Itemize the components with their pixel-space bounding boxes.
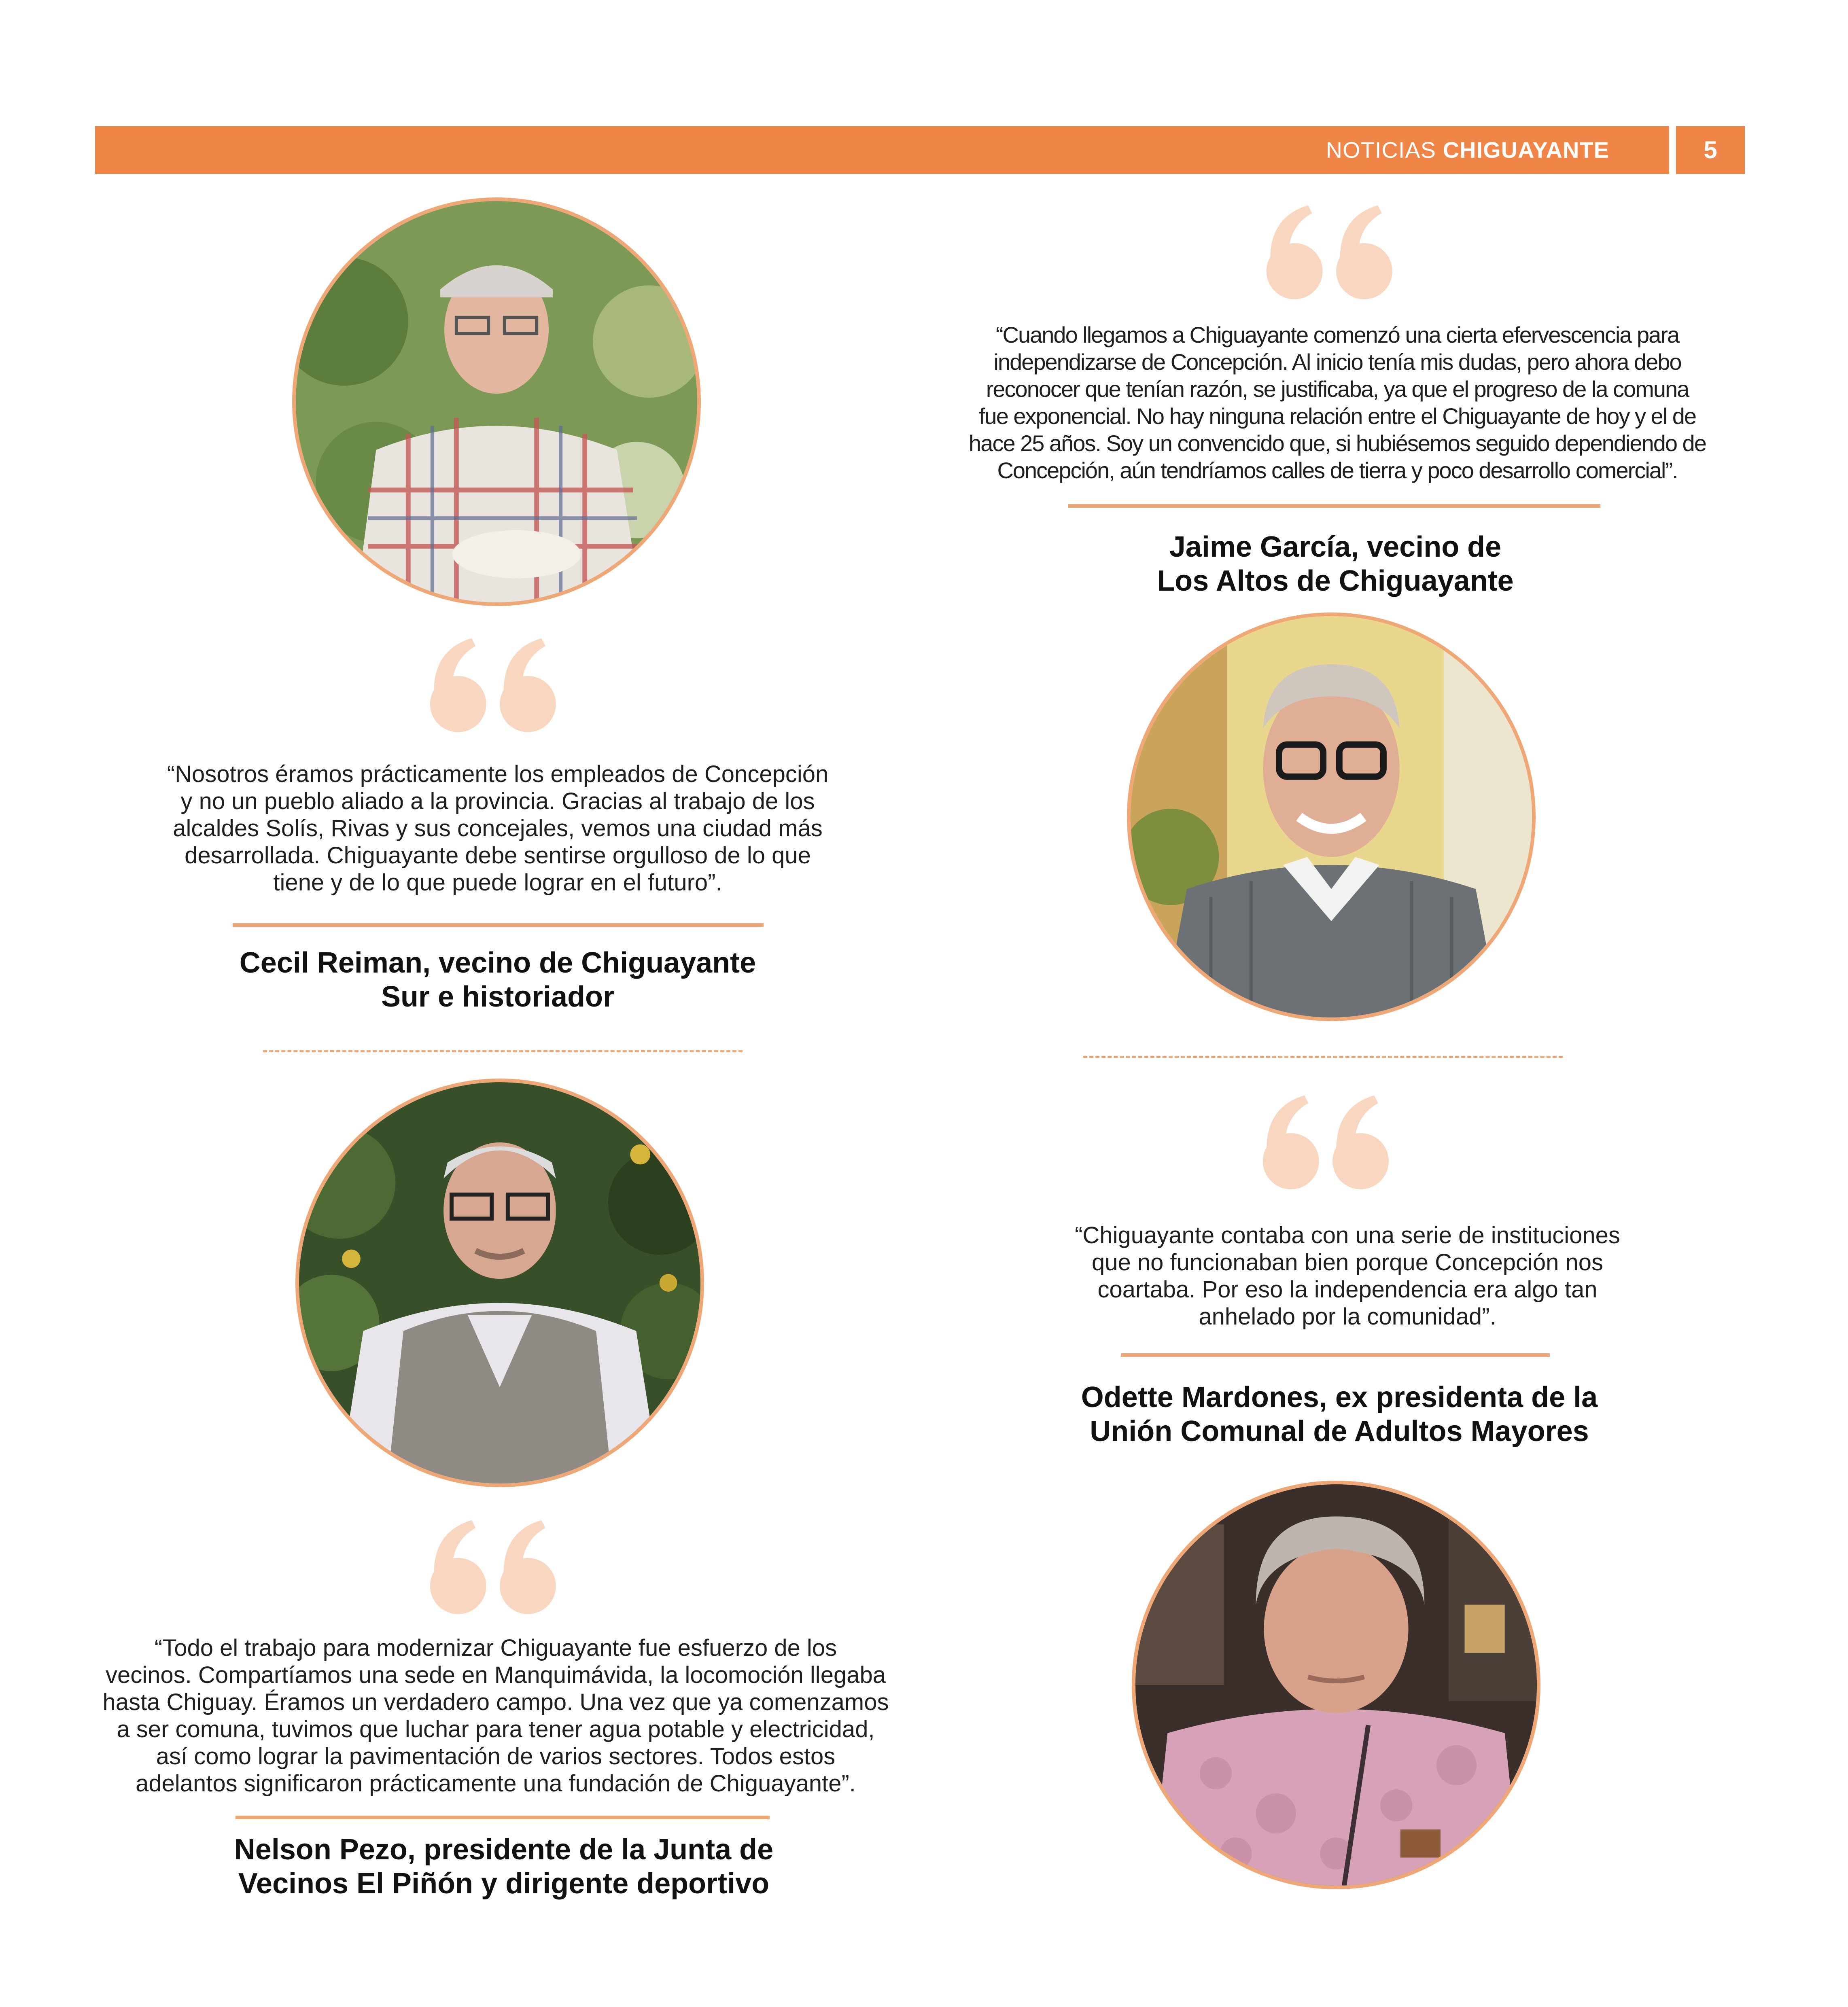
portrait-jaime-garcia bbox=[1127, 612, 1536, 1021]
quote-mark-icon bbox=[1265, 202, 1400, 301]
dashed-divider bbox=[1083, 1056, 1563, 1058]
author-name-jaime-garcia: Jaime García, vecino de Los Altos de Chiguayante bbox=[1157, 531, 1514, 597]
author-name-nelson-pezo: Nelson Pezo, presidente de la Junta de Vecinos El Piñón y dirigente deportivo bbox=[234, 1833, 774, 1900]
quote-mark-icon bbox=[428, 635, 564, 734]
quote-text-cecil-reiman: “Nosotros éramos prácticamente los empleados de Concepción y no un pueblo aliado a la provincia. Gracias al trabajo de los alcaldes Solís, Rivas y sus concejales, vemos una ciudad más desarrollada. Chiguayante debe sentirse orgulloso de lo que tiene y de lo que puede lograr en el futuro”. bbox=[167, 761, 829, 896]
portrait-cecil-reiman bbox=[292, 197, 701, 606]
portrait-nelson-pezo bbox=[295, 1079, 704, 1487]
section-prefix: NOTICIAS bbox=[1326, 137, 1436, 163]
separator-line bbox=[236, 1816, 770, 1819]
page-number: 5 bbox=[1676, 126, 1745, 174]
quote-mark-icon bbox=[428, 1517, 564, 1616]
author-name-cecil-reiman: Cecil Reiman, vecino de Chiguayante Sur e historiador bbox=[239, 947, 756, 1013]
quote-text-jaime-garcia: “Cuando llegamos a Chiguayante comenzó una cierta efervescencia para independizarse de Concepción. Al inicio tenía mis dudas, pero ahora debo reconocer que tenían razón, se justificaba, ya que el progreso de la comuna fue exponencial. No hay ninguna relación entre el Chiguayante de hoy y el de hace 25 años. Soy un convencido que, si hubiésemos seguido dependiendo de Concepción, aún tendríamos calles de tierra y poco desarrollo comercial”. bbox=[969, 322, 1706, 483]
section-name: CHIGUAYANTE bbox=[1443, 137, 1609, 163]
author-name-odette-mardones: Odette Mardones, ex presidenta de la Unión Comunal de Adultos Mayores bbox=[1081, 1381, 1598, 1447]
section-title bbox=[1326, 126, 1609, 174]
quote-text-odette-mardones: “Chiguayante contaba con una serie de instituciones que no funcionaban bien porque Concepción nos coartaba. Por eso la independencia era algo tan anhelado por la comunidad”. bbox=[1075, 1222, 1620, 1330]
separator-line bbox=[233, 923, 764, 927]
quote-text-nelson-pezo: “Todo el trabajo para modernizar Chiguayante fue esfuerzo de los vecinos. Compartíamos una sede en Manquimávida, la locomoción llegaba hasta Chiguay. Éramos un verdadero campo. Una vez que ya comenzamos a ser comuna, tuvimos que luchar para tener agua potable y electricidad, así como lograr la pavimentación de varios sectores. Todos estos adelantos significaron prácticamente una fundación de Chiguayante”. bbox=[102, 1635, 889, 1797]
dashed-divider bbox=[263, 1050, 743, 1052]
separator-line bbox=[1121, 1353, 1550, 1357]
portrait-odette-mardones bbox=[1132, 1481, 1540, 1889]
quote-mark-icon bbox=[1261, 1092, 1396, 1191]
separator-line bbox=[1068, 504, 1600, 508]
